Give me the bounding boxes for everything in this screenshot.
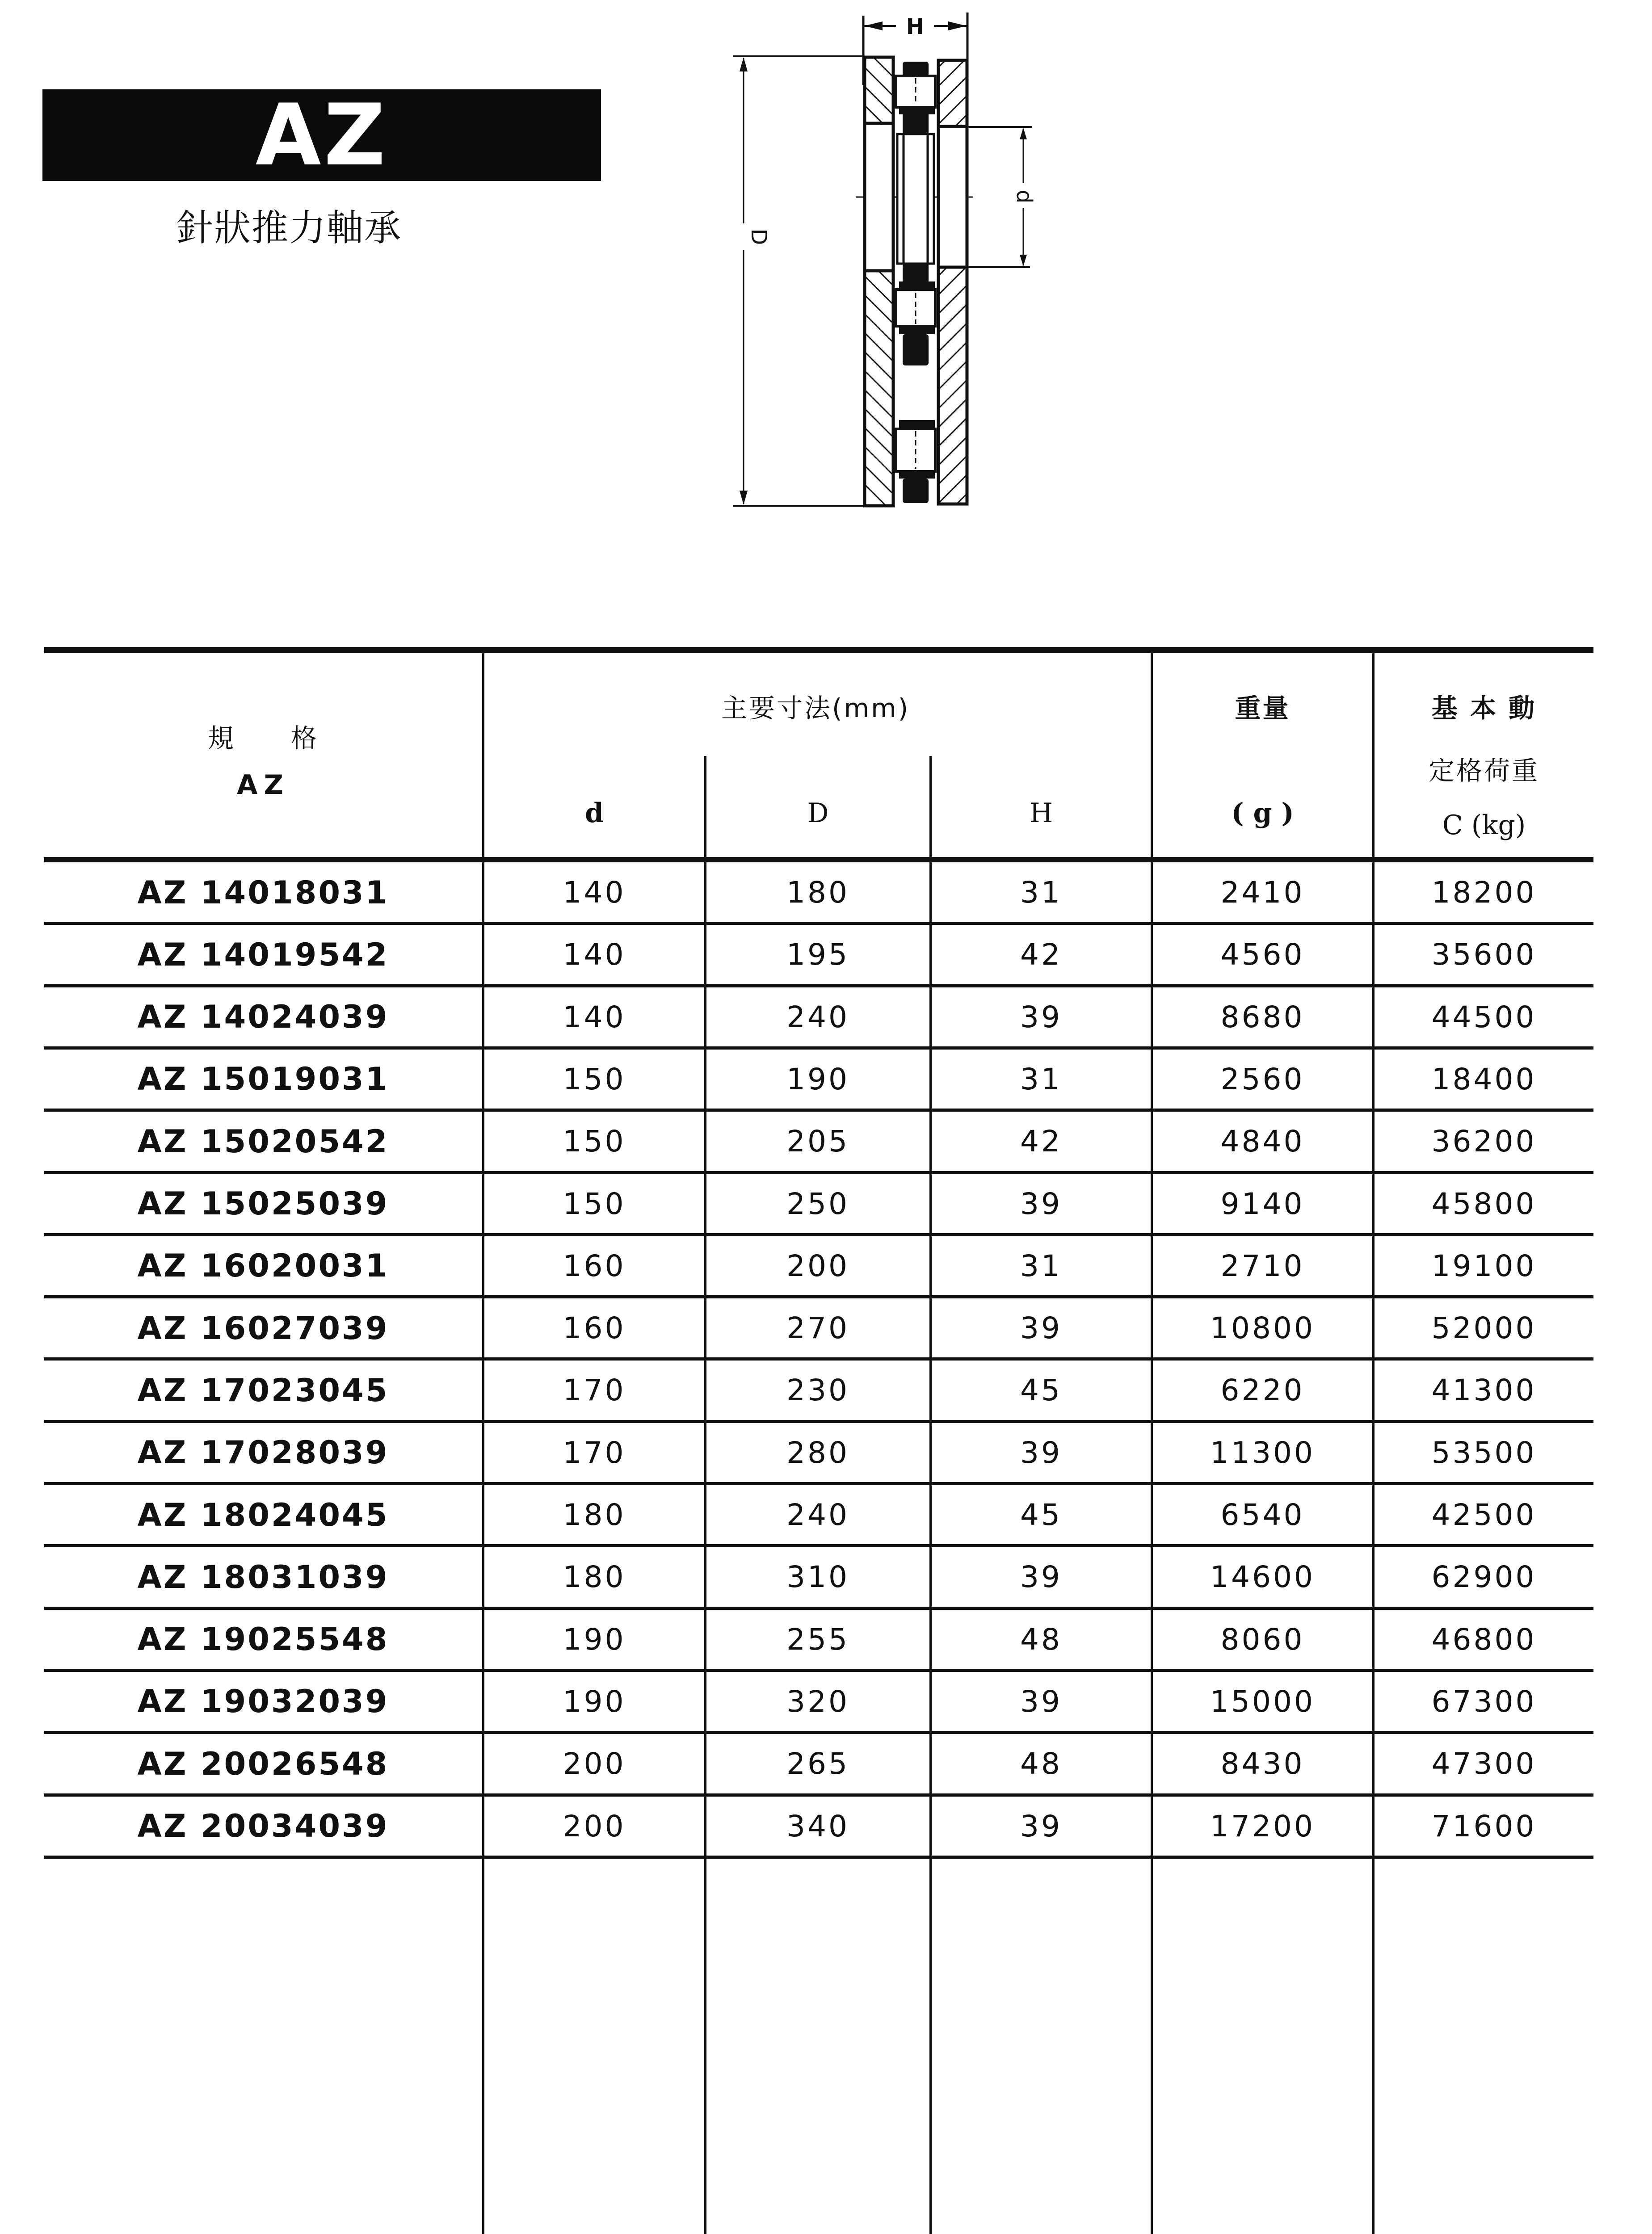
cell-d: 150 [563, 1186, 626, 1221]
row-separator [44, 1856, 1593, 1859]
cell-load: 44500 [1431, 999, 1537, 1034]
cell-weight: 8060 [1220, 1622, 1305, 1657]
bearing-cross-section-diagram [715, 0, 1072, 536]
cell-load: 47300 [1431, 1747, 1537, 1781]
cell-load: 62900 [1431, 1560, 1537, 1595]
cell-model: AZ 14019542 [137, 936, 389, 973]
cell-d-outer: 190 [786, 1062, 849, 1096]
cell-d: 180 [563, 1498, 626, 1532]
table-row [44, 1173, 1593, 1235]
table-row [44, 1484, 1593, 1546]
cell-d-outer: 270 [786, 1311, 849, 1346]
header-model-series: AZ [237, 769, 290, 801]
right-washer [938, 60, 967, 504]
cell-d: 180 [563, 1560, 626, 1595]
header-H: H [1029, 798, 1053, 829]
cell-d: 200 [563, 1747, 626, 1781]
dimension-d-outer-label: D [746, 228, 771, 245]
cell-load: 35600 [1431, 937, 1537, 972]
table-row [44, 861, 1593, 924]
table-row [44, 924, 1593, 986]
cell-h: 39 [1020, 1684, 1062, 1719]
header-load-unit: C (kg) [1442, 810, 1526, 841]
cell-weight: 10800 [1210, 1311, 1315, 1346]
cell-model: AZ 14024039 [137, 999, 389, 1036]
cell-d-outer: 230 [786, 1373, 849, 1408]
header-D: D [807, 798, 829, 829]
cell-load: 45800 [1431, 1186, 1537, 1221]
page-subtitle: 針狀推力軸承 [177, 207, 402, 249]
cell-model: AZ 19032039 [137, 1683, 389, 1720]
cell-d-outer: 265 [786, 1747, 849, 1781]
cell-model: AZ 18031039 [137, 1558, 389, 1596]
cell-model: AZ 20026548 [137, 1745, 389, 1782]
header-weight: 重量 [1235, 693, 1290, 723]
cell-load: 53500 [1431, 1435, 1537, 1470]
table-row [44, 1795, 1593, 1857]
table-row [44, 1422, 1593, 1484]
cell-model: AZ 14018031 [137, 874, 389, 911]
cell-h: 39 [1020, 1560, 1062, 1595]
cell-load: 36200 [1431, 1124, 1537, 1159]
cell-weight: 9140 [1220, 1186, 1305, 1221]
cell-model: AZ 19025548 [137, 1621, 389, 1658]
cell-d: 140 [563, 875, 626, 910]
table-row [44, 986, 1593, 1048]
cell-d-outer: 205 [786, 1124, 849, 1159]
needle-roller-cage [896, 62, 935, 420]
table-row [44, 1110, 1593, 1172]
cell-d: 150 [563, 1062, 626, 1096]
lower-roller [896, 420, 935, 503]
cell-load: 18400 [1431, 1062, 1537, 1096]
cell-d: 200 [563, 1809, 626, 1843]
cell-h: 42 [1020, 1124, 1062, 1159]
cell-model: AZ 15020542 [137, 1123, 389, 1160]
cell-d: 160 [563, 1311, 626, 1346]
cell-load: 52000 [1431, 1311, 1537, 1346]
cell-d: 140 [563, 999, 626, 1034]
cell-h: 39 [1020, 1809, 1062, 1843]
cell-model: AZ 20034039 [137, 1808, 389, 1844]
cell-d: 140 [563, 937, 626, 972]
cell-model: AZ 17023045 [137, 1372, 389, 1409]
cell-weight: 4840 [1220, 1124, 1305, 1159]
cell-model: AZ 15019031 [137, 1061, 389, 1098]
cell-h: 42 [1020, 937, 1062, 972]
header-load-line1: 基 本 動 [1431, 693, 1537, 723]
cell-h: 31 [1020, 875, 1062, 910]
cell-weight: 6220 [1220, 1373, 1305, 1408]
cell-load: 42500 [1431, 1498, 1537, 1532]
cell-d-outer: 200 [786, 1248, 849, 1283]
cell-d-outer: 340 [786, 1809, 849, 1843]
cell-weight: 2410 [1220, 875, 1305, 910]
table-row [44, 1546, 1593, 1608]
cell-h: 39 [1020, 1435, 1062, 1470]
cell-model: AZ 17028039 [137, 1434, 389, 1471]
header-load-line2: 定格荷重 [1428, 756, 1539, 786]
cell-load: 41300 [1431, 1373, 1537, 1408]
cell-d: 170 [563, 1373, 626, 1408]
cell-load: 19100 [1431, 1248, 1537, 1283]
dimension-h-label: H [906, 14, 925, 39]
cell-d: 160 [563, 1248, 626, 1283]
cell-weight: 8430 [1220, 1747, 1305, 1781]
cell-d-outer: 280 [786, 1435, 849, 1470]
cell-weight: 15000 [1210, 1684, 1315, 1719]
cell-d: 150 [563, 1124, 626, 1159]
cell-h: 39 [1020, 1311, 1062, 1346]
cell-d: 190 [563, 1684, 626, 1719]
cell-h: 48 [1020, 1622, 1062, 1657]
cell-d: 190 [563, 1622, 626, 1657]
cell-d-outer: 195 [786, 937, 849, 972]
cell-weight: 8680 [1220, 999, 1305, 1034]
table-top-rule [44, 647, 1593, 653]
cell-d-outer: 255 [786, 1622, 849, 1657]
cell-h: 39 [1020, 1186, 1062, 1221]
table-row [44, 1048, 1593, 1110]
cell-weight: 6540 [1220, 1498, 1305, 1532]
cell-d-outer: 250 [786, 1186, 849, 1221]
cell-h: 31 [1020, 1248, 1062, 1283]
cell-load: 18200 [1431, 875, 1537, 910]
table-row [44, 1359, 1593, 1421]
cell-d-outer: 310 [786, 1560, 849, 1595]
table-row [44, 1733, 1593, 1795]
cell-weight: 2710 [1220, 1248, 1305, 1283]
cell-load: 71600 [1431, 1809, 1537, 1843]
title-banner [42, 86, 601, 185]
cell-h: 45 [1020, 1373, 1062, 1408]
cell-model: AZ 15025039 [137, 1185, 389, 1222]
cell-h: 48 [1020, 1747, 1062, 1781]
cell-model: AZ 18024045 [137, 1496, 389, 1533]
cell-h: 31 [1020, 1062, 1062, 1096]
header-d: d [585, 798, 604, 829]
table-row [44, 1297, 1593, 1359]
cell-weight: 17200 [1210, 1809, 1315, 1843]
table-row [44, 1235, 1593, 1297]
cell-d-outer: 320 [786, 1684, 849, 1719]
header-dimensions-group: 主要寸法(mm) [721, 693, 910, 723]
cell-d-outer: 240 [786, 1498, 849, 1532]
cell-h: 45 [1020, 1498, 1062, 1532]
table-row [44, 1608, 1593, 1671]
cell-weight: 11300 [1210, 1435, 1315, 1470]
cell-weight: 2560 [1220, 1062, 1305, 1096]
cell-weight: 4560 [1220, 937, 1305, 972]
table-row [44, 1671, 1593, 1733]
cell-h: 39 [1020, 999, 1062, 1034]
header-model-label: 規 格 [207, 723, 319, 753]
cell-model: AZ 16020031 [137, 1247, 389, 1285]
cell-load: 67300 [1431, 1684, 1537, 1719]
cell-d-outer: 240 [786, 999, 849, 1034]
page-title: AZ [255, 86, 388, 185]
cell-weight: 14600 [1210, 1560, 1315, 1595]
cell-d: 170 [563, 1435, 626, 1470]
dimension-d-inner-label: d [1012, 189, 1037, 204]
cell-model: AZ 16027039 [137, 1310, 389, 1347]
cell-d-outer: 180 [786, 875, 849, 910]
cell-load: 46800 [1431, 1622, 1537, 1657]
header-weight-unit: ( g ) [1231, 798, 1294, 829]
left-washer [865, 57, 893, 506]
